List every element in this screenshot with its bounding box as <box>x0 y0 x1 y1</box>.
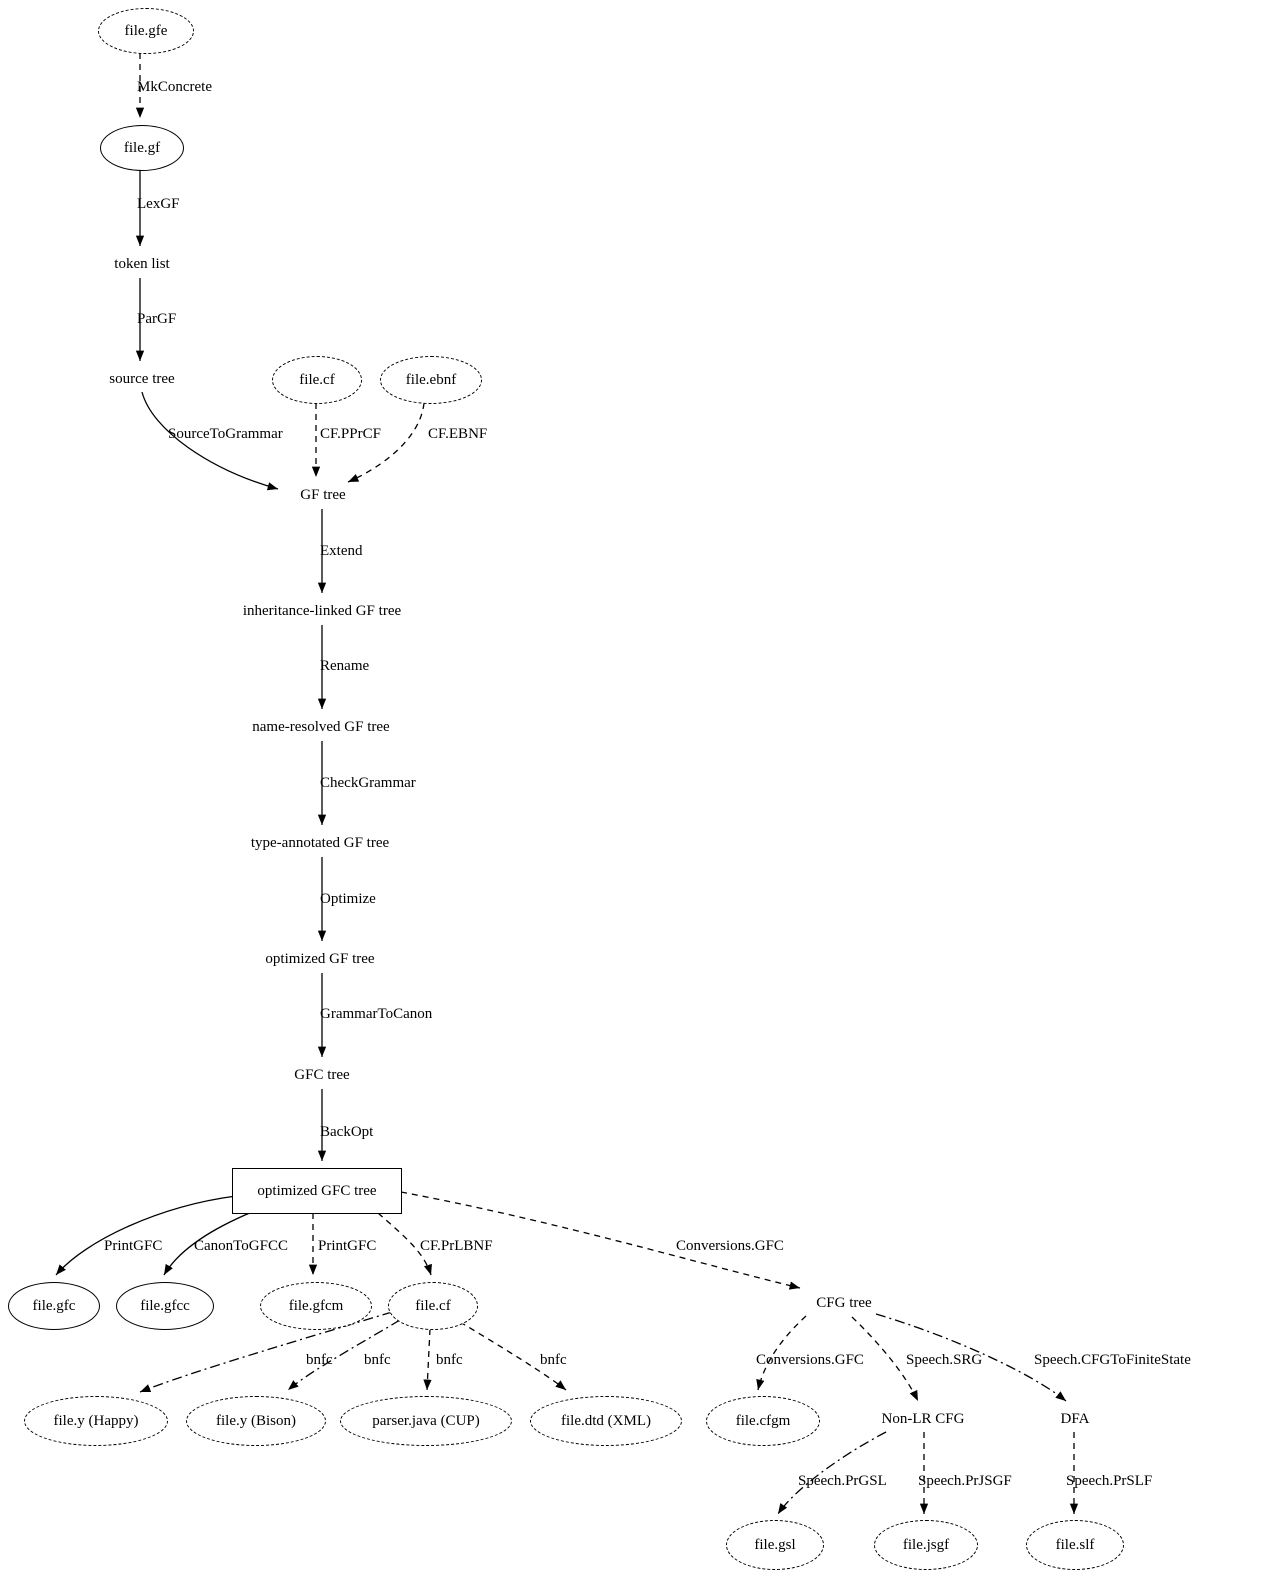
edge-label-text: Extend <box>320 543 363 559</box>
node-label: file.gfcm <box>288 1297 344 1314</box>
edge-label-text: Rename <box>320 658 370 674</box>
edge-label-text: CF.PrLBNF <box>420 1238 493 1254</box>
node-label: file.ebnf <box>405 371 457 388</box>
edge-label-optimize <box>320 891 376 908</box>
node-label: Non-LR CFG <box>881 1410 965 1427</box>
edge-label-conversions-gfc-1 <box>676 1238 784 1255</box>
node-name-resolved-gf-tree <box>228 716 414 738</box>
node-gfc-tree <box>280 1064 364 1086</box>
node-optimized-gf-tree <box>242 948 398 970</box>
node-label: source tree <box>109 370 175 387</box>
node-non-lr-cfg <box>866 1408 980 1430</box>
node-label: file.gf <box>123 139 161 156</box>
edge-label-text: MkConcrete <box>137 79 212 95</box>
edge-label-backopt <box>320 1124 373 1141</box>
node-optimized-gfc-tree[interactable] <box>232 1168 402 1214</box>
node-label: GFC tree <box>294 1066 350 1083</box>
edge-label-text: Conversions.GFC <box>756 1352 864 1368</box>
node-label: file.slf <box>1055 1536 1095 1553</box>
node-file-cf-top[interactable] <box>272 356 362 404</box>
node-file-y-happy[interactable] <box>24 1396 168 1446</box>
edge-label-mkconcrete <box>137 79 212 96</box>
edge-label-printgfc-1 <box>104 1238 162 1255</box>
edge-label-text: GrammarToCanon <box>320 1006 433 1022</box>
edge-label-speech-prjsgf <box>918 1473 1012 1490</box>
edge-label-speech-cfgtofinitestate <box>1034 1352 1191 1369</box>
edge-label-cf-pprcf <box>320 426 381 443</box>
node-parser-java-cup[interactable] <box>340 1396 512 1446</box>
edge-label-text: Optimize <box>320 891 376 907</box>
node-dfa <box>1052 1408 1098 1430</box>
node-file-dtd-xml[interactable] <box>530 1396 682 1446</box>
node-label: GF tree <box>300 486 346 503</box>
edge-label-bnfc-4 <box>540 1352 567 1369</box>
node-file-gsl[interactable] <box>726 1520 824 1570</box>
node-file-gfcc[interactable] <box>116 1282 214 1330</box>
edge-label-checkgrammar <box>320 775 416 792</box>
edge-label-text: bnfc <box>364 1352 391 1368</box>
edge-label-text: LexGF <box>137 196 180 212</box>
edge-label-text: ParGF <box>137 311 177 327</box>
node-label: file.cf <box>299 371 335 388</box>
edge-label-text: Speech.PrGSL <box>798 1473 887 1489</box>
edge-label-text: bnfc <box>540 1352 567 1368</box>
edge-label-extend <box>320 543 363 560</box>
node-label: optimized GFC tree <box>257 1182 377 1199</box>
edge-label-text: PrintGFC <box>318 1238 377 1254</box>
node-label: file.gfe <box>124 22 168 39</box>
node-file-cfgm[interactable] <box>706 1396 820 1446</box>
edge-label-speech-srg <box>906 1352 982 1369</box>
node-file-gf[interactable] <box>100 125 184 171</box>
node-label: file.y (Happy) <box>53 1412 139 1429</box>
node-label: file.gfcc <box>140 1297 190 1314</box>
edge-label-text: bnfc <box>306 1352 333 1368</box>
node-source-tree <box>90 368 194 390</box>
edge-label-sourcetogrammar <box>168 426 283 443</box>
edge-label-speech-prgsl <box>798 1473 887 1490</box>
edge-label-cf-prlbnf <box>420 1238 493 1255</box>
edge-label-text: PrintGFC <box>104 1238 163 1254</box>
edge-label-text: SourceToGrammar <box>168 426 283 442</box>
edge-label-speech-prslf <box>1066 1473 1152 1490</box>
node-label: file.gsl <box>754 1536 796 1553</box>
node-token-list <box>96 253 188 275</box>
node-label: token list <box>114 255 170 272</box>
node-label: file.jsgf <box>902 1536 950 1553</box>
node-label: parser.java (CUP) <box>372 1412 480 1429</box>
edge-label-text: Conversions.GFC <box>676 1238 784 1254</box>
node-label: CFG tree <box>816 1294 872 1311</box>
edge-label-text: CheckGrammar <box>320 775 416 791</box>
node-label: DFA <box>1060 1410 1090 1427</box>
node-cfg-tree <box>802 1292 886 1314</box>
node-file-jsgf[interactable] <box>874 1520 978 1570</box>
edge-label-canontogfcc <box>194 1238 288 1255</box>
edge-label-text: Speech.CFGToFiniteState <box>1034 1352 1191 1368</box>
edge-label-bnfc-2 <box>364 1352 391 1369</box>
edge-label-printgfc-2 <box>318 1238 376 1255</box>
node-label: optimized GF tree <box>265 950 375 967</box>
edge-label-text: Speech.SRG <box>906 1352 983 1368</box>
node-label: file.y (Bison) <box>216 1412 296 1429</box>
edge-label-pargf <box>137 311 176 328</box>
edge-label-rename <box>320 658 369 675</box>
edge-label-cf-ebnf <box>428 426 487 443</box>
edge-label-text: BackOpt <box>320 1124 374 1140</box>
node-file-cf-bottom[interactable] <box>388 1282 478 1330</box>
edge-label-conversions-gfc-2 <box>756 1352 864 1369</box>
edge-label-text: bnfc <box>436 1352 463 1368</box>
node-label: file.cfgm <box>735 1412 791 1429</box>
edge-label-bnfc-3 <box>436 1352 463 1369</box>
node-gf-tree <box>286 484 360 506</box>
node-label: file.dtd (XML) <box>561 1412 651 1429</box>
edge-label-text: Speech.PrSLF <box>1066 1473 1153 1489</box>
edge-label-text: Speech.PrJSGF <box>918 1473 1012 1489</box>
edge-label-text: CF.EBNF <box>428 426 488 442</box>
node-label: name-resolved GF tree <box>252 718 390 735</box>
node-file-slf[interactable] <box>1026 1520 1124 1570</box>
node-file-gfcm[interactable] <box>260 1282 372 1330</box>
node-label: type-annotated GF tree <box>250 834 390 851</box>
node-file-gfe[interactable] <box>98 8 194 54</box>
edge-label-bnfc-1 <box>306 1352 333 1369</box>
node-label: file.cf <box>415 1297 451 1314</box>
node-label: file.gfc <box>32 1297 76 1314</box>
node-file-gfc[interactable] <box>8 1282 100 1330</box>
edge-label-text: CanonToGFCC <box>194 1238 288 1254</box>
node-file-y-bison[interactable] <box>186 1396 326 1446</box>
edge-label-grammartocanon <box>320 1006 432 1023</box>
edge-label-text: CF.PPrCF <box>320 426 381 442</box>
node-inheritance-linked-gf-tree <box>216 600 428 622</box>
node-file-ebnf[interactable] <box>380 356 482 404</box>
node-label: inheritance-linked GF tree <box>242 602 402 619</box>
node-type-annotated-gf-tree <box>224 832 416 854</box>
edge-label-lexgf <box>137 196 180 213</box>
